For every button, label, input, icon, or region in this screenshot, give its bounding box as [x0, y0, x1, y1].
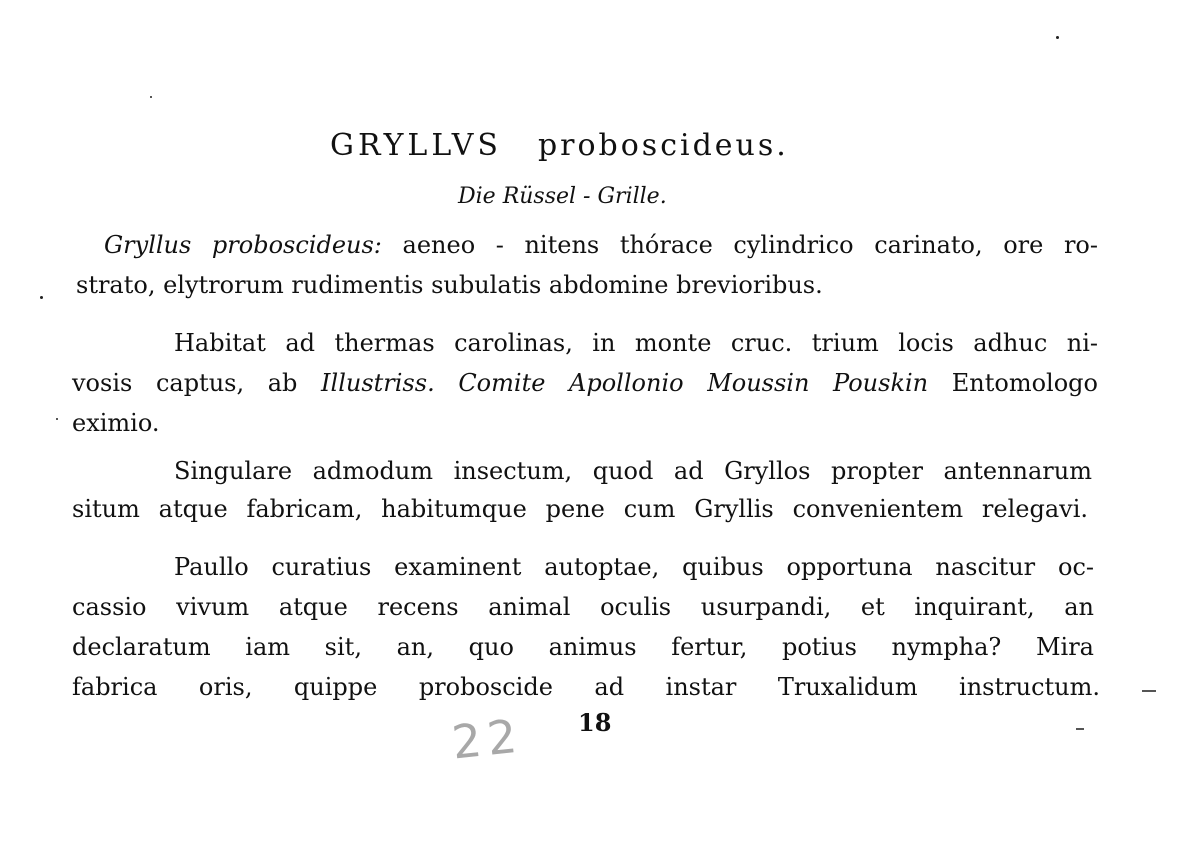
notes-line-1: Singulare admodum insectum, quod ad Gryllos propter antennarum — [174, 457, 1092, 485]
collector-name: Illustriss. Comite Apollonio Moussin Pouskin — [321, 369, 929, 397]
species-binomial: Gryllus proboscideus: — [104, 231, 382, 259]
scan-mark — [1076, 728, 1084, 730]
habitat-text-end: Entomologo — [951, 369, 1098, 397]
german-common-name: Die Rüssel - Grille. — [458, 184, 667, 209]
scan-speck — [56, 418, 58, 420]
remarks-line-4: fabrica oris, quippe proboscide ad instar Truxalidum instructum. — [72, 673, 1100, 701]
remarks-line-3: declaratum iam sit, an, quo animus fertur, potius nympha? Mira — [72, 633, 1094, 661]
habitat-text: vosis captus, ab — [72, 369, 298, 397]
scan-mark — [1142, 690, 1156, 692]
pencil-annotation: 22 — [449, 708, 526, 770]
remarks-line-2: cassio vivum atque recens animal oculis usurpandi, et inquirant, an — [72, 593, 1094, 621]
scan-speck — [150, 96, 152, 98]
scan-speck — [1056, 36, 1059, 39]
habitat-line-3: eximio. — [72, 409, 160, 437]
remarks-line-1: Paullo curatius examinent autoptae, quibus opportuna nascitur oc- — [174, 553, 1094, 581]
diagnosis-line-2: strato, elytrorum rudimentis subulatis abdomine brevioribus. — [76, 271, 823, 299]
diagnosis-text: aeneo - nitens thórace cylindrico carinato, ore ro- — [402, 231, 1098, 259]
diagnosis-line-1 — [104, 230, 1098, 260]
habitat-line-2 — [72, 368, 1098, 398]
page-number: 18 — [578, 708, 612, 737]
scan-speck — [40, 296, 43, 299]
genus-name: GRYLLVS — [330, 128, 502, 163]
notes-line-2: situm atque fabricam, habitumque pene cum Gryllis convenientem relegavi. — [72, 495, 1088, 523]
species-name: proboscideus. — [537, 128, 789, 163]
page-title — [330, 128, 850, 164]
habitat-line-1: Habitat ad thermas carolinas, in monte cruc. trium locis adhuc ni- — [174, 329, 1098, 357]
